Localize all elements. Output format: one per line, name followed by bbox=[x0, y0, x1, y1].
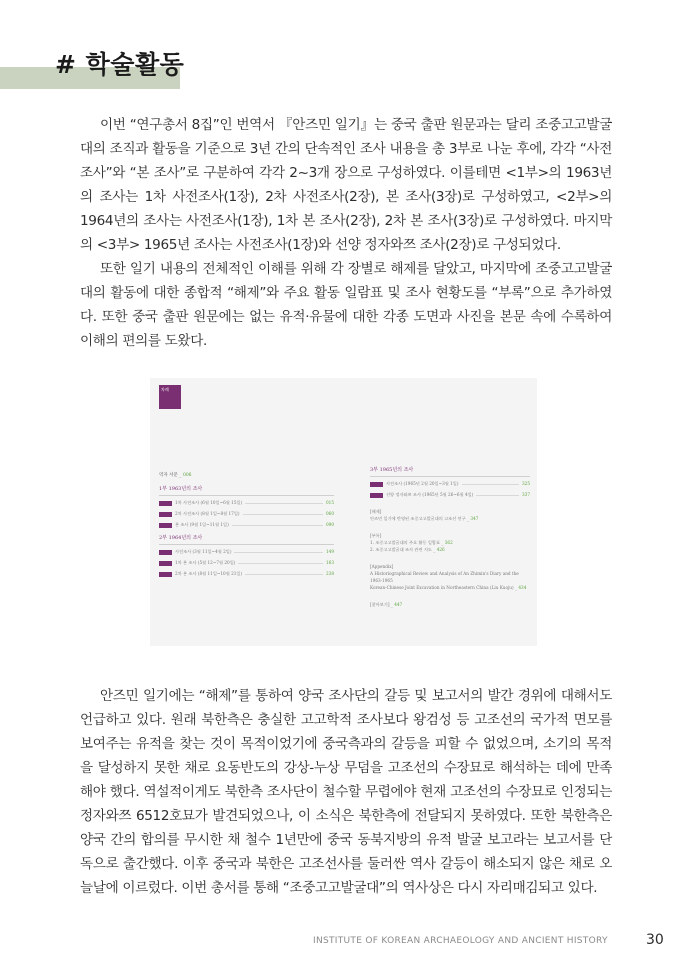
toc-row: 2차 본 조사 (8월 11일~10월 21일) 238 bbox=[159, 572, 334, 577]
toc-row: 사전조사 (1965년 2월 20일~3월 1일) 325 bbox=[370, 482, 530, 487]
toc-row: 1차 본 조사 (5월 12~7월 20일) 163 bbox=[159, 561, 334, 566]
toc-row: 선양 정자와쯔 조사 (1965년 5월 26~6월 4일) 337 bbox=[370, 493, 530, 498]
toc-part-3-title: 3부 1965년의 조사 bbox=[370, 467, 414, 473]
toc-row: 사전조사 (3월 11일~4월 2일) 149 bbox=[159, 550, 334, 555]
toc-commentary: [해제] 안즈민 일기에 반영된 조중고고발굴대의 고조선 연구 _ 347 bbox=[370, 509, 479, 521]
footer-institute: INSTITUTE OF KOREAN ARCHAEOLOGY AND ANCIENT HISTORY bbox=[313, 936, 608, 946]
intro-text bbox=[80, 113, 612, 353]
section-title: # 학술활동 bbox=[55, 50, 185, 79]
toc-tab: 차례 bbox=[159, 385, 181, 409]
intro-paragraph-1: 이번 “연구총서 8집”인 번역서 『안즈민 일기』는 중국 출판 원문과는 달리 조중고고발굴대의 조직과 활동을 기준으로 3년 간의 단속적인 조사 내용을 총 3부로 나눈 후에, 각각 “사전조사”와 “본 조사”로 구분하여 각각 2~3개 장으로 구성하였다. 이를테면 <1부>의 1963년의 조사는 1차 사전조사(1장), 2차 사전조사(2장), 본 조사(3장)로 구성하였고, <2부>의 1964년의 조사는 사전조사(1장), 1차 본 조사(2장), 2차 본 조사(3장)로 구성하였다. 마지막의 <3부> 1965년 조사는 사전조사(1장)와 선양 정자와쯔 조사(2장)로 구성되었다. bbox=[80, 117, 612, 253]
toc-row: 1차 사전조사 (6월 10일~6월 15일) 015 bbox=[159, 501, 334, 506]
toc-left-column bbox=[159, 474, 334, 583]
body-paragraph: 안즈민 일기에는 “해제”를 통하여 양국 조사단의 갈등 및 보고서의 발간 경위에 대해서도 언급하고 있다. 원래 북한측은 충실한 고고학적 조사보다 왕검성 등 고조선의 국가적 면모를 보여주는 유적을 찾는 것이 목적이었기에 중국측과의 갈등을 피할 수 없었으며, 소기의 목적을 달성하지 못한 채로 요동반도의 강상-누상 무덤을 고조선의 수장묘로 해석하는 데에 만족해야 했다. 역설적이게도 북한측 조사단이 철수할 무렵에야 현재 고조선의 수장묘로 인정되는 정자와쯔 6512호묘가 발견되었으나, 이 소식은 북한측에 전달되지 못하였다. 또한 북한측은 양국 간의 합의를 무시한 채 철수 1년만에 중국 동북지방의 유적 발굴 보고라는 보고서를 단독으로 출간했다. 이후 중국과 북한은 고조선사를 둘러싼 역사 갈등이 해소되지 않은 채로 오늘날에 이르렀다. 이번 총서를 통해 “조중고고발굴대”의 역사상은 다시 자리매김되고 있다. bbox=[80, 688, 612, 896]
toc-appendix-ko: [부록] 1. 조중고고발굴대의 주요 활동 일람표 _ 362 2. 조중고고발굴대 조사 관련 지도 _ 426 bbox=[370, 533, 453, 552]
toc-part-1-title: 1부 1963년의 조사 bbox=[159, 485, 203, 492]
toc-row: 본 조사 (9월 1일~11월 1일) 090 bbox=[159, 523, 334, 528]
toc-row: 2차 사전조사 (8월 1일~8월 17일) 060 bbox=[159, 512, 334, 517]
body-text bbox=[80, 684, 612, 900]
page-number: 30 bbox=[646, 932, 664, 948]
intro-paragraph-2: 또한 일기 내용의 전체적인 이해를 위해 각 장별로 해제를 달았고, 마지막에 조중고고발굴대의 활동에 대한 종합적 “해제”와 주요 활동 일람표 및 조사 현황도를 “부록”으로 추가하였다. 또한 중국 출판 원문에는 없는 유적·유물에 대한 각종 도면과 사진을 본문 속에 수록하여 이해의 편의를 도왔다. bbox=[80, 261, 612, 349]
table-of-contents-image bbox=[150, 378, 537, 646]
toc-appendix-en: [Appendix] A Historiographical Review and Analysis of An Zhimin's Diary and the 1963-1965 Korean-Chinese Joint Excavation in Northeastern China (Liu Kuoju) _ 434 bbox=[370, 564, 527, 590]
toc-right-column bbox=[370, 468, 530, 608]
toc-part-2-title: 2부 1964년의 조사 bbox=[159, 534, 203, 541]
toc-preface: 역자 서문 _ 006 bbox=[159, 473, 192, 478]
toc-index: [찾아보기] _ 447 bbox=[370, 602, 403, 607]
